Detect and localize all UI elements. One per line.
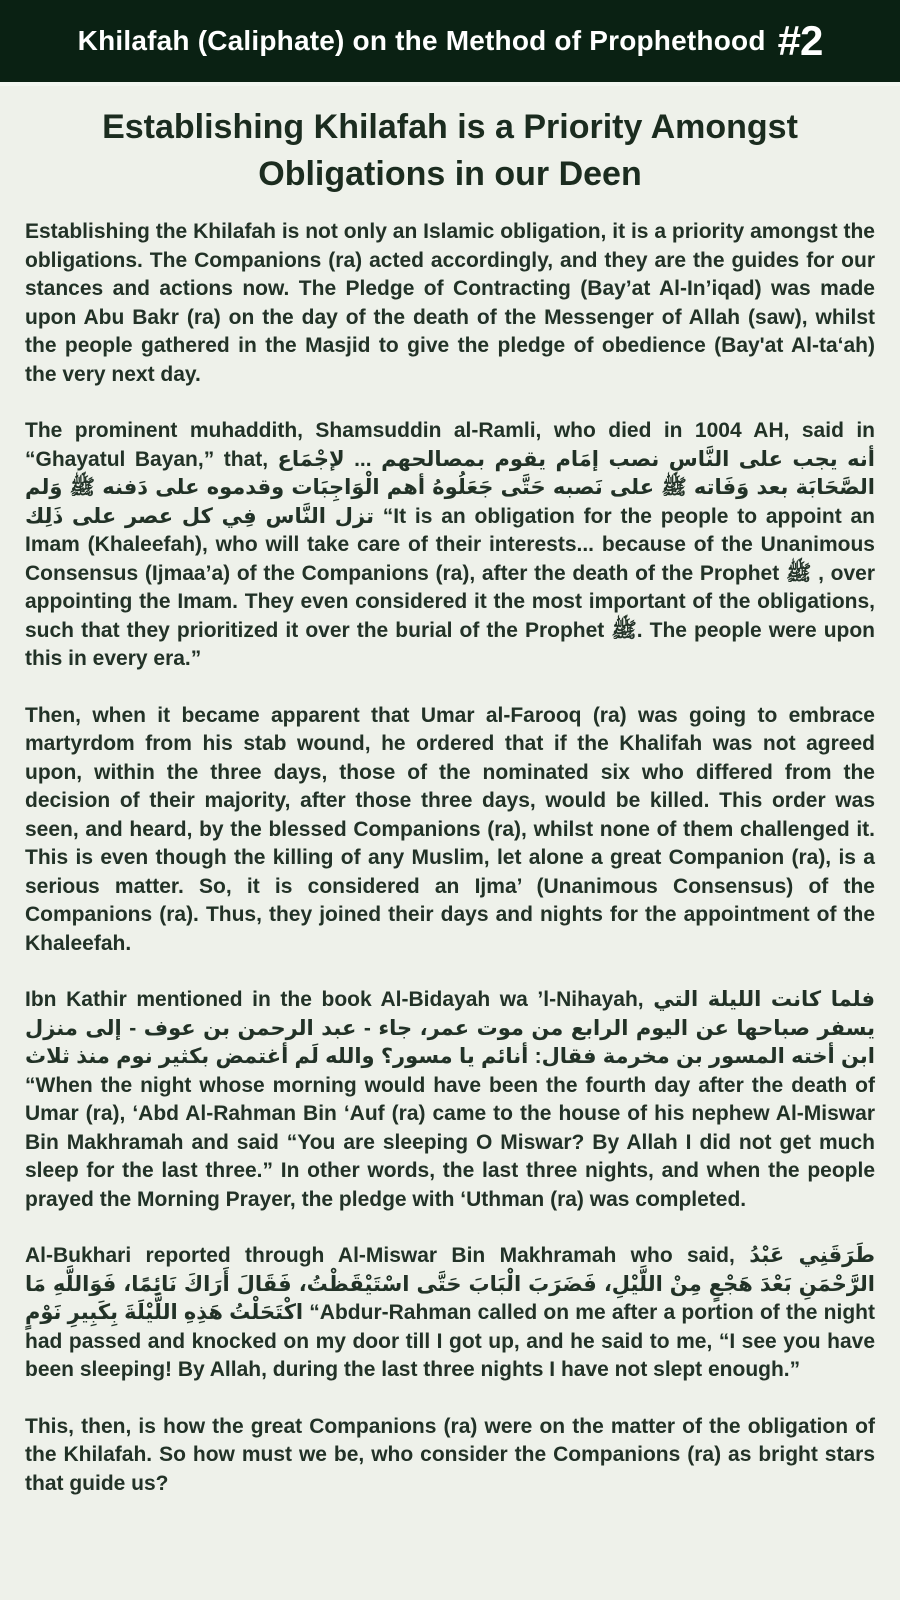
document-body (0, 86, 900, 1498)
header-band (0, 0, 900, 86)
paragraph-ibn-kathir: Ibn Kathir mentioned in the book Al-Bidayah wa ’l-Nihayah, فلما كانت الليلة التي يسفر صباحها عن اليوم الرابع من موت عمر، جاء - عبد الرحمن بن عوف - إلى منزل ابن أخته المسور بن مخرمة فقال: أنائم يا مسور؟ والله لَم أغتمض بكثير نوم منذ ثلاث “When the night whose morning would have been the fourth day after the death of Umar (ra), ‘Abd Al-Rahman Bin ‘Auf (ra) came to the house of his nephew Al-Miswar Bin Makhramah and said “You are sleeping O Miswar? By Allah I did not get much sleep for the last three.” In other words, the last three nights, and when the people prayed the Morning Prayer, the pledge with ‘Uthman (ra) was completed. (25, 988, 875, 1211)
page-title-line1: Establishing Khilafah is a Priority Amongst (102, 108, 798, 146)
issue-number: #2 (777, 17, 823, 64)
paragraph-umar-order: Then, when it became apparent that Umar al-Farooq (ra) was going to embrace martyrdom from his stab wound, he ordered that if the Khalifah was not agreed upon, within the three days, those of the nominated six who differed from the decision of their majority, after those three days, would be killed. This order was seen, and heard, by the blessed Companions (ra), whilst none of them challenged it. This is even though the killing of any Muslim, let alone a great Companion (ra), is a serious matter. So, it is considered an Ijma’ (Unanimous Consensus) of the Companions (ra). Thus, they joined their days and nights for the appointment of the Khaleefah. (25, 703, 875, 955)
paragraph-conclusion: This, then, is how the great Companions (ra) were on the matter of the obligation of the Khilafah. So how must we be, who consider the Companions (ra) as bright stars that guide us? (25, 1414, 875, 1495)
page-title (25, 104, 875, 198)
paragraph-intro: Establishing the Khilafah is not only an Islamic obligation, it is a priority amongst the obligations. The Companions (ra) acted accordingly, and they are the guides for our stances and actions now. The Pledge of Contracting (Bay’at Al-In’iqad) was made upon Abu Bakr (ra) on the day of the death of the Messenger of Allah (saw), whilst the people gathered in the Masjid to give the pledge of obedience (Bay'at Al-ta‘ah) the very next day. (25, 220, 875, 386)
page-title-line2: Obligations in our Deen (258, 155, 642, 193)
paragraph-bukhari: Al-Bukhari reported through Al-Miswar Bin Makhramah who said, طَرَقَنِي عَبْدُ الرَّحْمَنِ بَعْدَ هَجْعٍ مِنْ اللَّيْلِ، فَضَرَبَ الْبَابَ حَتَّى اسْتَيْقَظْتُ، فَقَالَ أَرَاكَ نَائِمًا، فَوَاللَّهِ مَا اكْتَحَلْتُ هَذِهِ اللَّيْلَةَ بِكَبِيرِ نَوْمٍ “Abdur-Rahman called on me after a portion of the night had passed and knocked on my door till I got up, and he said to me, “I see you have been sleeping! By Allah, during the last three nights I have not slept enough.” (25, 1244, 875, 1381)
paragraph-ramli-quote: The prominent muhaddith, Shamsuddin al-Ramli, who died in 1004 AH, said in “Ghayatul Bayan,” that, أنه يجب على النَّاس نصب إمَام يقوم بمصالحهم ... لإجْمَاع الصَّحَابَة بعد وَفَاته ﷺ على نَصبه حَتَّى جَعَلُوهُ أهم الْوَاجِبَات وقدموه على دَفنه ﷺ وَلم تزل النَّاس فِي كل عصر على ذَلِك “It is an obligation for the people to appoint an Imam (Khaleefah), who will take care of their interests... because of the Unanimous Consensus (Ijmaa’a) of the Companions (ra), after the death of the Prophet ﷺ , over appointing the Imam. They even considered it the most important of the obligations, such that they prioritized it over the burial of the Prophet ﷺ. The people were upon this in every era.” (25, 419, 876, 670)
header-title: Khilafah (Caliphate) on the Method of Prophethood (77, 25, 766, 56)
